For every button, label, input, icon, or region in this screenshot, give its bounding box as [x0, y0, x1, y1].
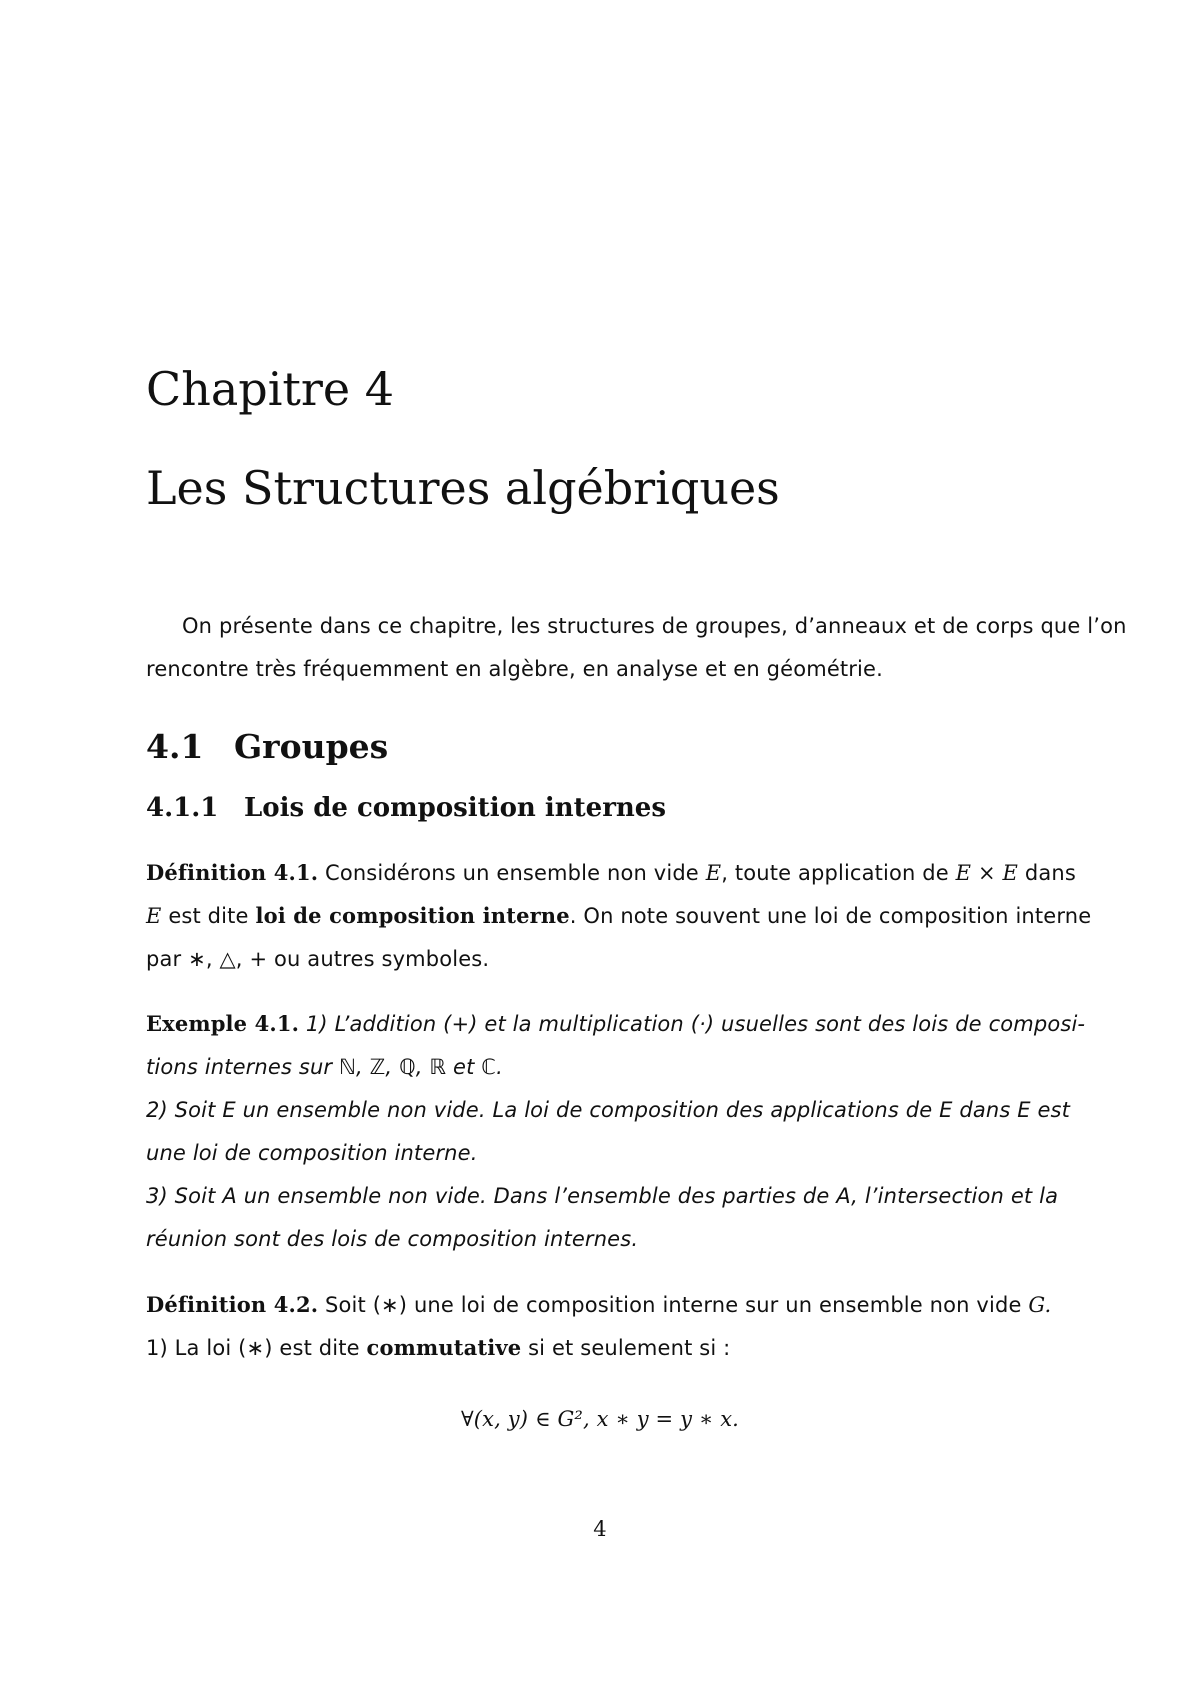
definition-4-1-line-3: par ∗, △, + ou autres symboles.	[146, 947, 490, 971]
definition-4-2-line-1	[146, 1290, 1051, 1320]
example-4-1-line-4: une loi de composition interne.	[146, 1141, 478, 1165]
math-expression: E × E	[955, 861, 1019, 885]
chapter-title: Les Structures algébriques	[146, 461, 780, 515]
example-4-1-line-6: réunion sont des lois de composition internes.	[146, 1227, 639, 1251]
example-4-1-line-3: 2) Soit E un ensemble non vide. La loi de composition des applications de E dans E est	[146, 1098, 1071, 1122]
definition-text: 1) La loi (∗) est dite	[146, 1336, 360, 1360]
definition-text: dans	[1024, 861, 1076, 885]
chapter-label: Chapitre 4	[146, 362, 394, 416]
math-symbol: E	[146, 904, 162, 928]
defined-term: loi de composition interne	[255, 903, 570, 928]
definition-label: Définition 4.1.	[146, 860, 319, 885]
definition-text: Soit (∗) une loi de composition interne sur un ensemble non vide	[325, 1293, 1022, 1317]
example-text: 1) L’addition (+) et la multiplication (·) usuelles sont des lois de composi-	[305, 1012, 1086, 1036]
defined-term: commutative	[366, 1335, 522, 1360]
definition-text: , toute application de	[721, 861, 949, 885]
example-label: Exemple 4.1.	[146, 1011, 300, 1036]
math-symbol: G.	[1028, 1293, 1052, 1317]
definition-text: si et seulement si :	[528, 1336, 731, 1360]
math-symbol: E	[705, 861, 722, 885]
definition-4-2-line-2	[146, 1333, 730, 1363]
subsection-number: 4.1.1	[146, 793, 219, 823]
example-4-1-line-2: tions internes sur ℕ, ℤ, ℚ, ℝ et ℂ.	[146, 1055, 503, 1079]
definition-text: . On note souvent une loi de composition interne	[569, 904, 1092, 928]
subsection-title: Lois de composition internes	[244, 793, 666, 823]
intro-line-2: rencontre très fréquemment en algèbre, en analyse et en géométrie.	[146, 657, 883, 681]
section-title: Groupes	[234, 727, 389, 766]
subsection-heading	[146, 790, 666, 826]
example-4-1-line-1	[146, 1009, 1085, 1039]
section-number: 4.1	[146, 727, 204, 766]
definition-4-1-line-2	[146, 901, 1091, 931]
page-number: 4	[593, 1517, 607, 1541]
commutativity-formula: ∀(x, y) ∈ G², x ∗ y = y ∗ x.	[460, 1407, 740, 1431]
section-heading	[146, 725, 388, 769]
definition-text: Considérons un ensemble non vide	[325, 861, 699, 885]
intro-line-1: On présente dans ce chapitre, les structures de groupes, d’anneaux et de corps que l’on	[182, 614, 1127, 638]
definition-text: est dite	[168, 904, 249, 928]
definition-label: Définition 4.2.	[146, 1292, 319, 1317]
definition-4-1-line-1	[146, 858, 1076, 888]
example-4-1-line-5: 3) Soit A un ensemble non vide. Dans l’ensemble des parties de A, l’intersection et la	[146, 1184, 1059, 1208]
